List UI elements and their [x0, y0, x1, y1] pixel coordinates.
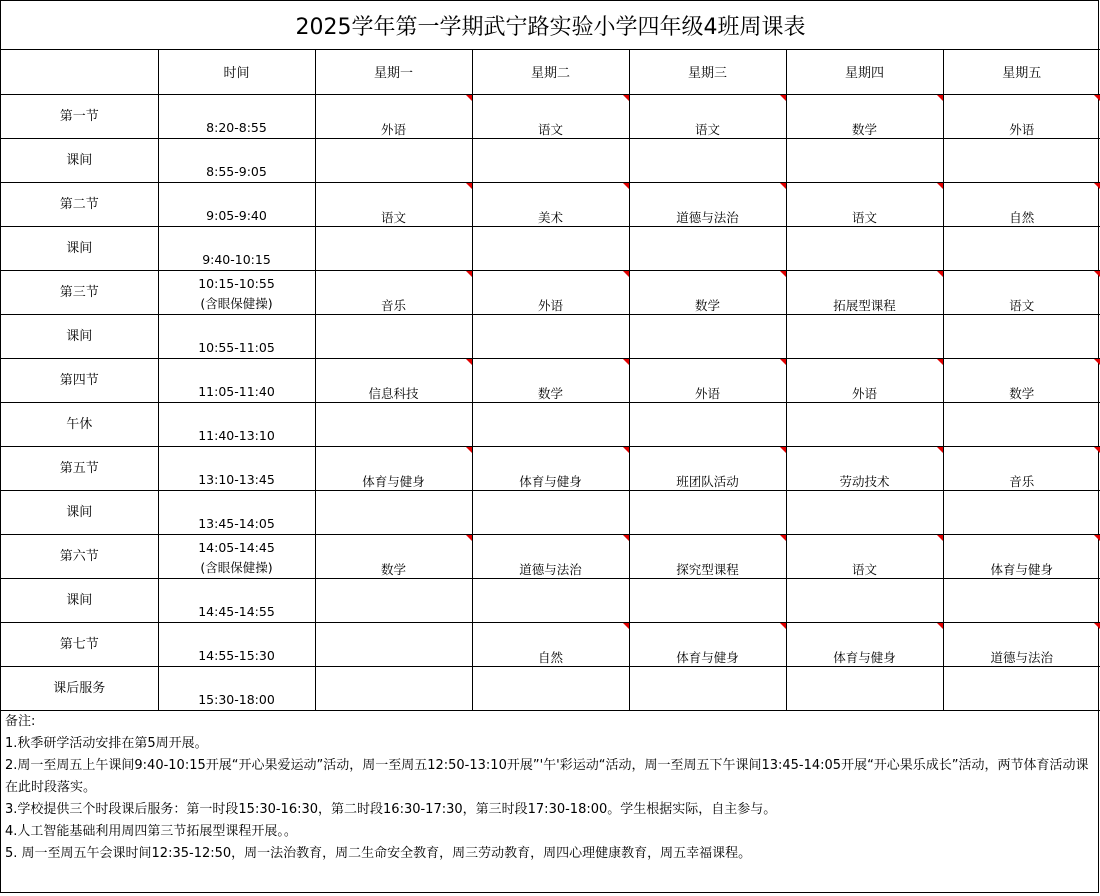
subject-cell-wednesday[interactable]: [629, 622, 786, 666]
subject-cell-friday[interactable]: [943, 666, 1100, 710]
table-row: [1, 94, 1100, 138]
subject-label: 外语: [851, 385, 877, 401]
subject-cell-tuesday[interactable]: [472, 578, 629, 622]
subject-cell-wednesday[interactable]: [629, 534, 786, 578]
comment-indicator-icon[interactable]: [623, 447, 629, 453]
page-title: 2025学年第一学期武宁路实验小学四年级4班周课表: [1, 1, 1100, 50]
header-cell-thursday[interactable]: 星期四: [786, 50, 943, 94]
period-label-cell[interactable]: [1, 270, 158, 314]
table-row: [1, 446, 1100, 490]
subject-label: 语文: [1009, 297, 1035, 313]
subject-cell-wednesday[interactable]: [629, 182, 786, 226]
subject-label: 语文: [694, 121, 720, 137]
subject-cell-tuesday[interactable]: [472, 490, 629, 534]
subject-cell-thursday[interactable]: [786, 94, 943, 138]
subject-label: 道德与法治: [676, 209, 739, 225]
subject-label: 外语: [1009, 121, 1035, 137]
subject-label: 语文: [380, 209, 406, 225]
subject-label: 信息科技: [368, 385, 419, 401]
subject-cell-monday[interactable]: [315, 578, 472, 622]
comment-indicator-icon[interactable]: [623, 623, 629, 629]
comment-indicator-icon[interactable]: [1094, 95, 1100, 101]
subject-cell-friday[interactable]: [943, 226, 1100, 270]
subject-cell-thursday[interactable]: [786, 358, 943, 402]
time-cell[interactable]: [158, 314, 315, 358]
notes-section: [5, 711, 1095, 865]
comment-indicator-icon[interactable]: [937, 95, 943, 101]
time-cell[interactable]: [158, 578, 315, 622]
subject-cell-monday[interactable]: [315, 182, 472, 226]
note-item-4: 4.人工智能基础利用周四第三节拓展型课程开展。。: [5, 824, 297, 839]
period-label: 午休: [66, 416, 93, 432]
time-range: 11:40-13:10: [198, 427, 275, 443]
subject-label: 体育与健身: [990, 561, 1053, 577]
subject-cell-wednesday[interactable]: [629, 314, 786, 358]
time-range: 9:40-10:15: [202, 251, 271, 267]
subject-label: 班团队活动: [676, 473, 739, 489]
period-label: 课间: [66, 592, 93, 608]
subject-label: 美术: [537, 209, 563, 225]
subject-cell-thursday[interactable]: [786, 446, 943, 490]
comment-indicator-icon[interactable]: [780, 623, 786, 629]
note-item-1: 1.秋季研学活动安排在第5周开展。: [5, 736, 208, 751]
comment-indicator-icon[interactable]: [937, 271, 943, 277]
subject-label: 音乐: [1009, 473, 1035, 489]
subject-cell-wednesday[interactable]: [629, 402, 786, 446]
comment-indicator-icon[interactable]: [1094, 535, 1100, 541]
time-cell[interactable]: [158, 666, 315, 710]
subject-cell-thursday[interactable]: [786, 666, 943, 710]
period-label: 课间: [66, 328, 93, 344]
time-cell[interactable]: [158, 182, 315, 226]
table-row: [1, 182, 1100, 226]
time-range: 9:05-9:40: [206, 207, 267, 223]
table-row: [1, 314, 1100, 358]
comment-indicator-icon[interactable]: [937, 447, 943, 453]
subject-label: 探究型课程: [676, 561, 739, 577]
period-label: 第二节: [59, 196, 99, 212]
subject-cell-tuesday[interactable]: [472, 402, 629, 446]
period-label-cell[interactable]: [1, 182, 158, 226]
table-row: [1, 358, 1100, 402]
subject-cell-wednesday[interactable]: [629, 94, 786, 138]
subject-label: 外语: [380, 121, 406, 137]
subject-label: 拓展型课程: [833, 297, 896, 313]
period-label: 课间: [66, 504, 93, 520]
subject-cell-monday[interactable]: [315, 226, 472, 270]
time-cell[interactable]: [158, 490, 315, 534]
time-range: 14:05-14:45: [198, 539, 275, 555]
period-label-cell[interactable]: [1, 314, 158, 358]
header-cell-wednesday[interactable]: 星期三: [629, 50, 786, 94]
period-label-cell[interactable]: [1, 446, 158, 490]
notes-heading: 备注:: [5, 714, 36, 729]
subject-cell-tuesday[interactable]: [472, 94, 629, 138]
subject-cell-monday[interactable]: [315, 314, 472, 358]
comment-indicator-icon[interactable]: [937, 535, 943, 541]
subject-label: 体育与健身: [833, 649, 896, 665]
subject-cell-thursday[interactable]: [786, 314, 943, 358]
period-label-cell[interactable]: [1, 94, 158, 138]
time-range: 14:45-14:55: [198, 603, 275, 619]
subject-cell-friday[interactable]: [943, 490, 1100, 534]
period-label-cell[interactable]: [1, 226, 158, 270]
subject-label: 体育与健身: [519, 473, 582, 489]
subject-label: 外语: [537, 297, 563, 313]
time-range: 8:55-9:05: [206, 163, 267, 179]
period-label: 第四节: [59, 372, 99, 388]
subject-cell-tuesday[interactable]: [472, 666, 629, 710]
subject-cell-monday[interactable]: [315, 446, 472, 490]
subject-cell-tuesday[interactable]: [472, 138, 629, 182]
period-label: 第三节: [59, 284, 99, 300]
period-label: 第五节: [59, 460, 99, 476]
time-cell[interactable]: [158, 138, 315, 182]
header-cell-monday[interactable]: 星期一: [315, 50, 472, 94]
subject-label: 数学: [851, 121, 877, 137]
comment-indicator-icon[interactable]: [1094, 271, 1100, 277]
subject-cell-monday[interactable]: [315, 270, 472, 314]
subject-label: 体育与健身: [362, 473, 425, 489]
period-label-cell[interactable]: [1, 578, 158, 622]
subject-cell-friday[interactable]: [943, 534, 1100, 578]
period-label-cell[interactable]: [1, 402, 158, 446]
comment-indicator-icon[interactable]: [466, 183, 472, 189]
comment-indicator-icon[interactable]: [780, 359, 786, 365]
subject-cell-friday[interactable]: [943, 402, 1100, 446]
comment-indicator-icon[interactable]: [937, 183, 943, 189]
subject-cell-friday[interactable]: [943, 314, 1100, 358]
header-cell-tuesday[interactable]: 星期二: [472, 50, 629, 94]
subject-cell-thursday[interactable]: [786, 402, 943, 446]
subject-cell-thursday[interactable]: [786, 270, 943, 314]
table-row: [1, 402, 1100, 446]
period-label: 第六节: [59, 548, 99, 564]
subject-cell-tuesday[interactable]: [472, 534, 629, 578]
subject-cell-friday[interactable]: [943, 578, 1100, 622]
header-cell-friday[interactable]: 星期五: [943, 50, 1100, 94]
time-range: 13:10-13:45: [198, 471, 275, 487]
subject-cell-monday[interactable]: [315, 94, 472, 138]
comment-indicator-icon[interactable]: [466, 535, 472, 541]
subject-cell-friday[interactable]: [943, 270, 1100, 314]
time-range: 15:30-18:00: [198, 691, 275, 707]
subject-cell-thursday[interactable]: [786, 226, 943, 270]
comment-indicator-icon[interactable]: [1094, 359, 1100, 365]
subject-cell-friday[interactable]: [943, 446, 1100, 490]
subject-label: 外语: [694, 385, 720, 401]
comment-indicator-icon[interactable]: [937, 359, 943, 365]
comment-indicator-icon[interactable]: [780, 183, 786, 189]
subject-cell-wednesday[interactable]: [629, 666, 786, 710]
comment-indicator-icon[interactable]: [780, 271, 786, 277]
subject-label: 体育与健身: [676, 649, 739, 665]
subject-cell-tuesday[interactable]: [472, 358, 629, 402]
subject-cell-wednesday[interactable]: [629, 138, 786, 182]
subject-label: 语文: [537, 121, 563, 137]
subject-label: 语文: [851, 209, 877, 225]
subject-cell-monday[interactable]: [315, 534, 472, 578]
subject-cell-wednesday[interactable]: [629, 578, 786, 622]
table-row: [1, 622, 1100, 666]
table-row: [1, 226, 1100, 270]
comment-indicator-icon[interactable]: [466, 95, 472, 101]
table-row: [1, 666, 1100, 710]
time-cell[interactable]: [158, 358, 315, 402]
time-range: 8:20-8:55: [206, 119, 267, 135]
timetable-grid: [1, 50, 1100, 711]
subject-cell-tuesday[interactable]: [472, 182, 629, 226]
subject-cell-wednesday[interactable]: [629, 270, 786, 314]
comment-indicator-icon[interactable]: [623, 359, 629, 365]
time-cell[interactable]: [158, 534, 315, 578]
subject-cell-monday[interactable]: [315, 138, 472, 182]
comment-indicator-icon[interactable]: [623, 271, 629, 277]
time-range: 13:45-14:05: [198, 515, 275, 531]
time-range: 10:15-10:55: [198, 275, 275, 291]
time-cell[interactable]: [158, 226, 315, 270]
timetable-body: [1, 94, 1100, 710]
subject-cell-monday[interactable]: [315, 666, 472, 710]
subject-cell-friday[interactable]: [943, 138, 1100, 182]
table-row: [1, 490, 1100, 534]
comment-indicator-icon[interactable]: [937, 623, 943, 629]
note-item-2: 2.周一至周五上午课间9:40-10:15开展“开心果爱运动”活动，周一至周五12:50-13:10开展”'午'彩运动“活动，周一至周五下午课间13:45-14:05开展“开心果乐成长”活动，两节体育活动课在此时段落实。: [5, 758, 1089, 795]
subject-cell-wednesday[interactable]: [629, 358, 786, 402]
period-label-cell[interactable]: [1, 622, 158, 666]
subject-cell-wednesday[interactable]: [629, 490, 786, 534]
subject-label: 语文: [851, 561, 877, 577]
period-label-cell[interactable]: [1, 666, 158, 710]
period-label: 课间: [66, 240, 93, 256]
subject-cell-thursday[interactable]: [786, 138, 943, 182]
comment-indicator-icon[interactable]: [1094, 623, 1100, 629]
comment-indicator-icon[interactable]: [466, 271, 472, 277]
period-label: 第一节: [59, 108, 99, 124]
subject-cell-wednesday[interactable]: [629, 446, 786, 490]
period-label: 课间: [66, 152, 93, 168]
time-range: 11:05-11:40: [198, 383, 275, 399]
time-note: (含眼保健操): [200, 295, 273, 311]
subject-label: 道德与法治: [990, 649, 1053, 665]
subject-cell-thursday[interactable]: [786, 578, 943, 622]
subject-cell-monday[interactable]: [315, 402, 472, 446]
comment-indicator-icon[interactable]: [466, 359, 472, 365]
subject-cell-thursday[interactable]: [786, 534, 943, 578]
subject-label: 数学: [380, 561, 406, 577]
time-cell[interactable]: [158, 270, 315, 314]
comment-indicator-icon[interactable]: [780, 95, 786, 101]
subject-label: 数学: [537, 385, 563, 401]
period-label-cell[interactable]: [1, 534, 158, 578]
note-item-5: 5. 周一至周五午会课时间12:35-12:50，周一法治教育，周二生命安全教育，周三劳动教育，周四心理健康教育，周五幸福课程。: [5, 846, 752, 861]
subject-label: 音乐: [380, 297, 406, 313]
subject-label: 自然: [537, 649, 563, 665]
header-cell-time[interactable]: 时间: [158, 50, 315, 94]
subject-cell-friday[interactable]: [943, 182, 1100, 226]
time-note: (含眼保健操): [200, 559, 273, 575]
subject-cell-friday[interactable]: [943, 358, 1100, 402]
time-cell[interactable]: [158, 446, 315, 490]
time-range: 14:55-15:30: [198, 647, 275, 663]
comment-indicator-icon[interactable]: [623, 535, 629, 541]
subject-cell-thursday[interactable]: [786, 622, 943, 666]
table-row: [1, 578, 1100, 622]
subject-cell-friday[interactable]: [943, 622, 1100, 666]
subject-label: 数学: [1009, 385, 1035, 401]
subject-cell-monday[interactable]: [315, 358, 472, 402]
subject-cell-thursday[interactable]: [786, 490, 943, 534]
subject-cell-thursday[interactable]: [786, 182, 943, 226]
subject-cell-wednesday[interactable]: [629, 226, 786, 270]
subject-cell-tuesday[interactable]: [472, 314, 629, 358]
comment-indicator-icon[interactable]: [623, 183, 629, 189]
time-cell[interactable]: [158, 622, 315, 666]
comment-indicator-icon[interactable]: [780, 535, 786, 541]
subject-cell-friday[interactable]: [943, 94, 1100, 138]
subject-cell-tuesday[interactable]: [472, 226, 629, 270]
comment-indicator-icon[interactable]: [466, 447, 472, 453]
subject-cell-monday[interactable]: [315, 622, 472, 666]
table-row: [1, 534, 1100, 578]
comment-indicator-icon[interactable]: [1094, 183, 1100, 189]
table-row: [1, 270, 1100, 314]
period-label-cell[interactable]: [1, 138, 158, 182]
subject-cell-monday[interactable]: [315, 490, 472, 534]
time-cell[interactable]: [158, 402, 315, 446]
comment-indicator-icon[interactable]: [1094, 447, 1100, 453]
period-label-cell[interactable]: [1, 490, 158, 534]
period-label: 课后服务: [53, 680, 106, 696]
subject-label: 劳动技术: [839, 473, 890, 489]
time-cell[interactable]: [158, 94, 315, 138]
subject-label: 自然: [1009, 209, 1035, 225]
period-label: 第七节: [59, 636, 99, 652]
subject-cell-tuesday[interactable]: [472, 446, 629, 490]
comment-indicator-icon[interactable]: [623, 95, 629, 101]
time-range: 10:55-11:05: [198, 339, 275, 355]
subject-label: 数学: [694, 297, 720, 313]
subject-label: 道德与法治: [519, 561, 582, 577]
header-row: [1, 50, 1100, 94]
subject-cell-tuesday[interactable]: [472, 622, 629, 666]
subject-cell-tuesday[interactable]: [472, 270, 629, 314]
header-cell-corner[interactable]: [1, 50, 158, 94]
note-item-3: 3.学校提供三个时段课后服务：第一时段15:30-16:30，第二时段16:30-17:30，第三时段17:30-18:00。学生根据实际，自主参与。: [5, 802, 777, 817]
table-row: [1, 138, 1100, 182]
comment-indicator-icon[interactable]: [780, 447, 786, 453]
period-label-cell[interactable]: [1, 358, 158, 402]
